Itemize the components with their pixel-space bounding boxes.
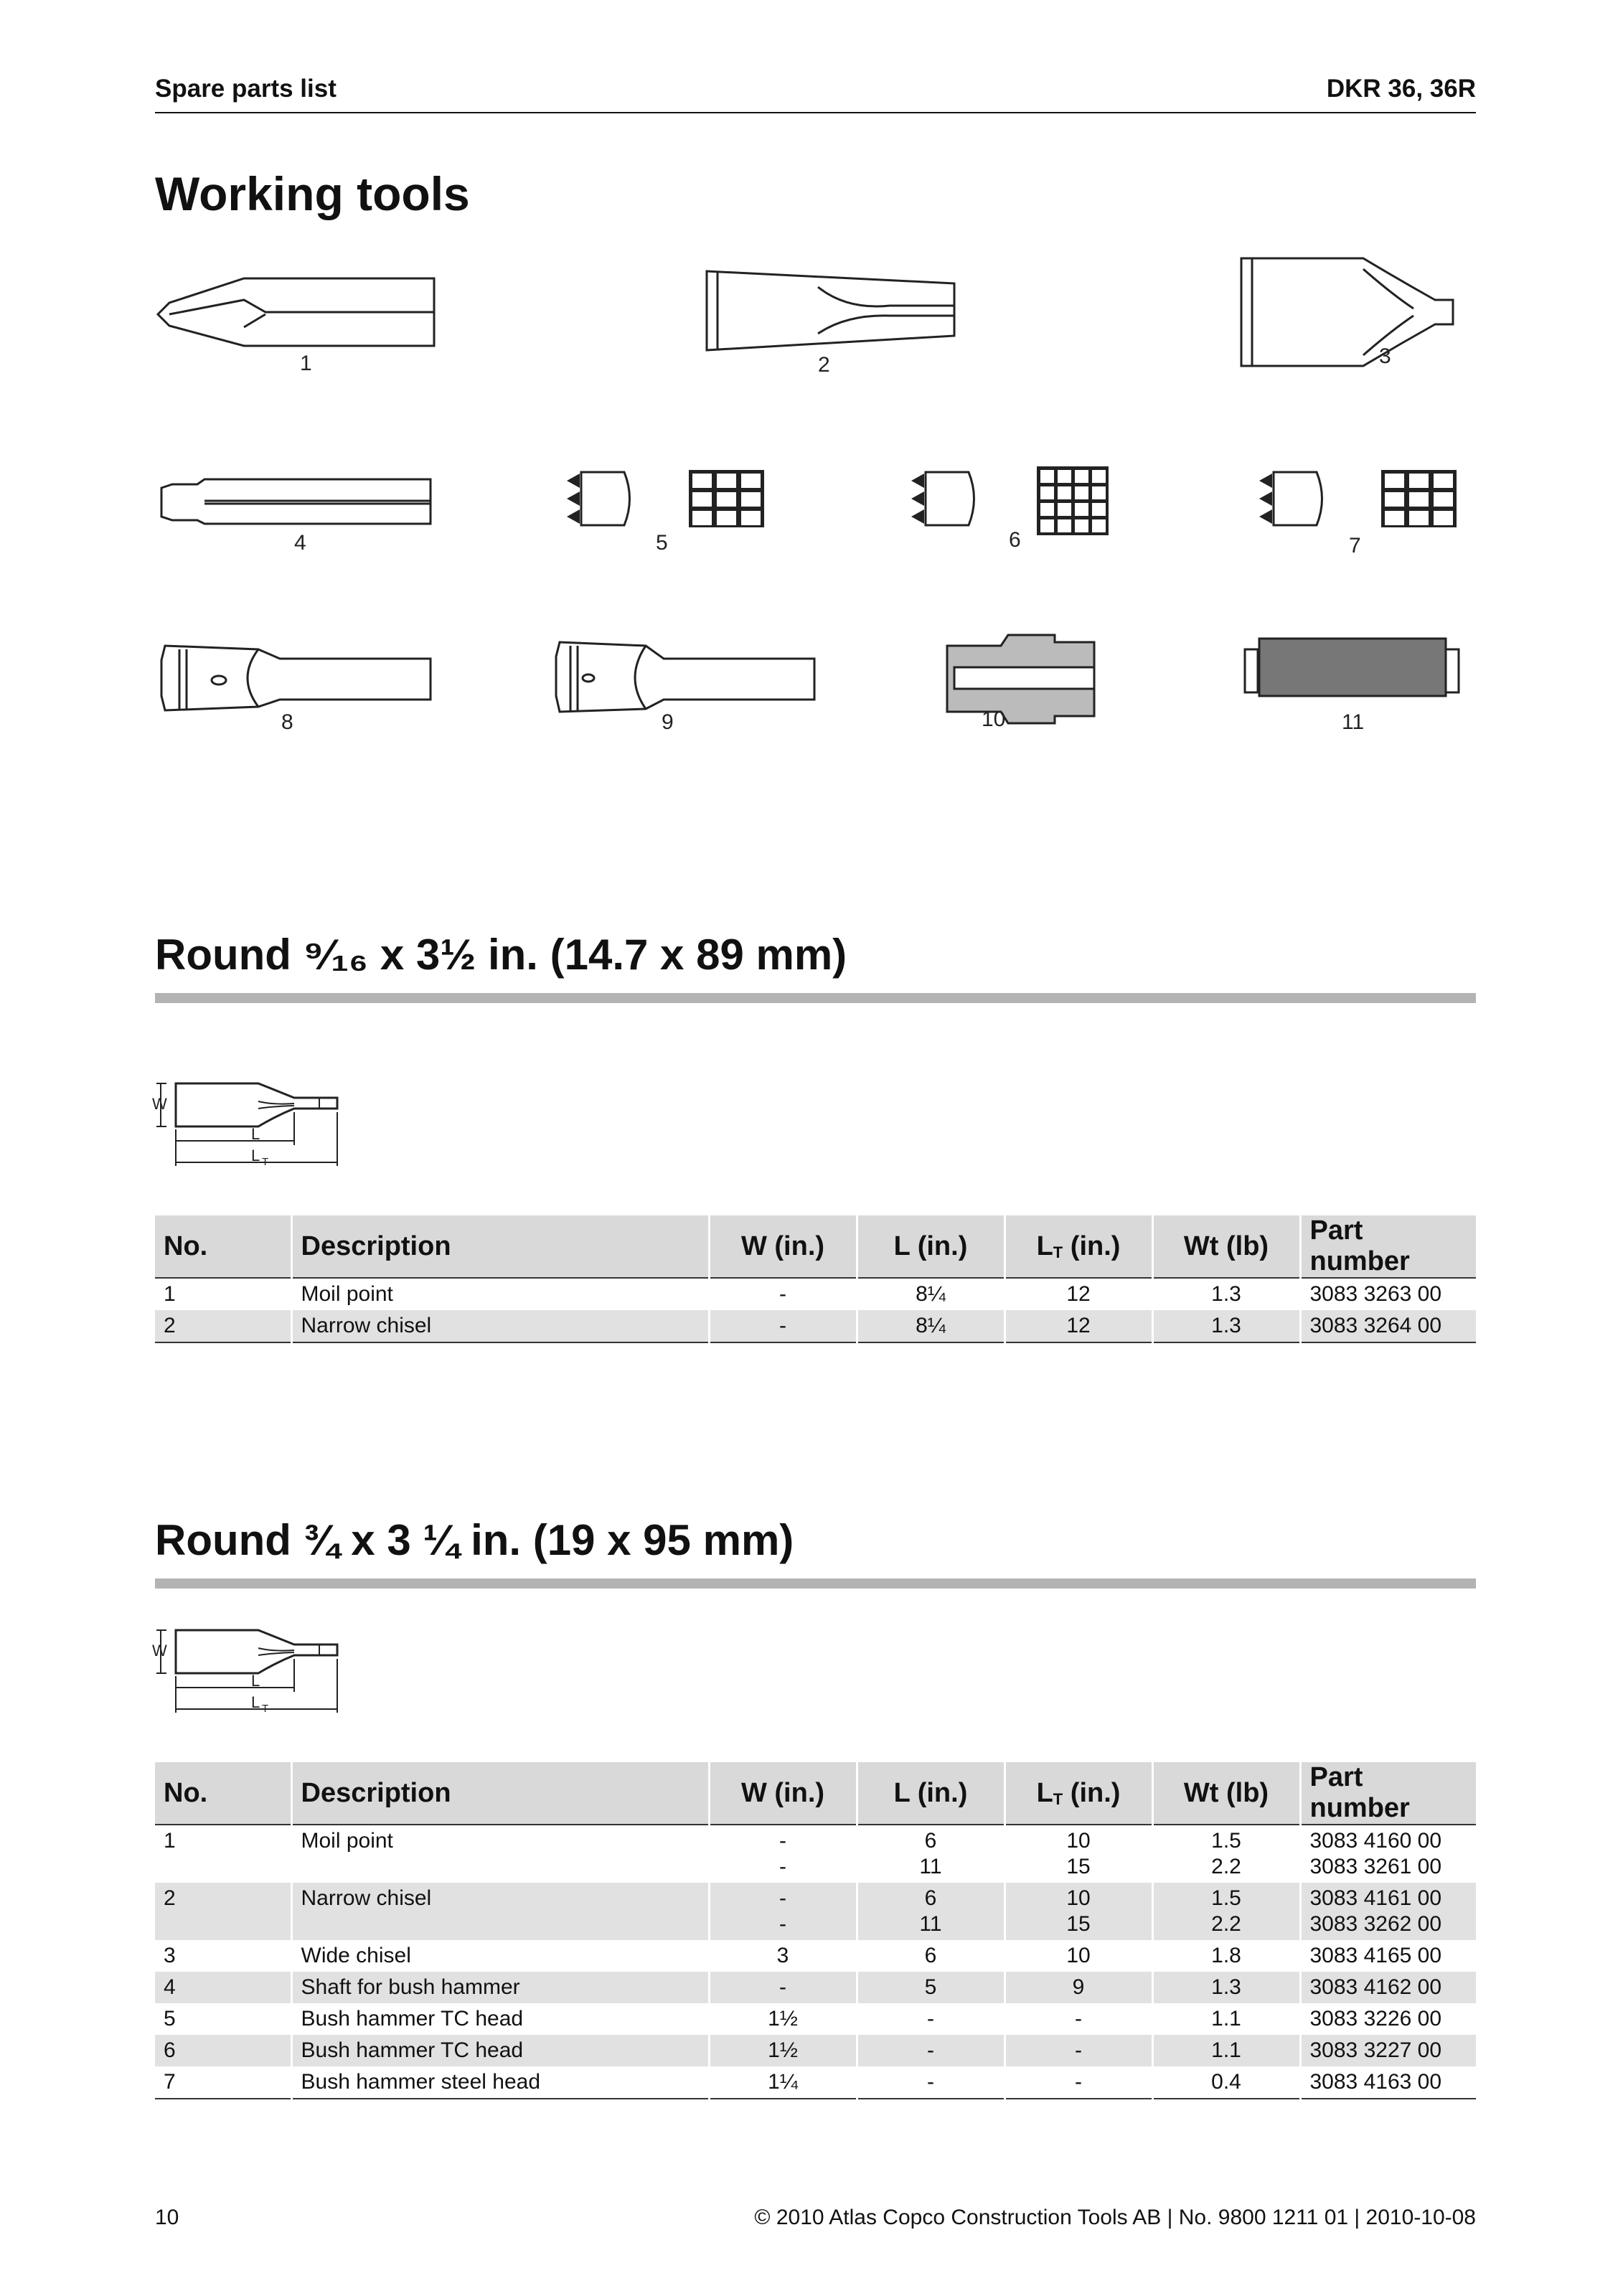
cell-w: - (709, 1972, 857, 2003)
cell-w: 3 (709, 1940, 857, 1972)
figure-number: 4 (294, 531, 306, 555)
cell-w: 1½ (709, 2003, 857, 2035)
table-row (155, 1310, 1476, 1342)
column-header-no: No. (155, 1215, 291, 1278)
page-title: Working tools (155, 167, 470, 220)
diagram-label-lt: L (251, 1147, 260, 1165)
cell-w: 1½ (709, 2035, 857, 2066)
cell-description: Moil point (291, 1278, 709, 1310)
cell-part-number: 3083 4161 00 3083 3262 00 (1300, 1883, 1476, 1940)
table-row (155, 1940, 1476, 1972)
cell-lt: 9 (1005, 1972, 1152, 2003)
table-header-row (155, 1762, 1476, 1825)
section-rule (155, 993, 1476, 1003)
figure-number: 11 (1342, 710, 1365, 734)
parts-table (155, 1762, 1476, 2099)
cell-description: Narrow chisel (291, 1883, 709, 1940)
tool-9-drawing (556, 642, 814, 712)
tool-10-adapter-drawing (947, 635, 1094, 723)
cell-l: - (857, 2066, 1005, 2099)
diagram-label-l: L (251, 1672, 260, 1690)
table-row (155, 2066, 1476, 2099)
cell-no: 2 (155, 1883, 291, 1940)
figure-number: 5 (656, 531, 668, 555)
cell-lt: 12 (1005, 1310, 1152, 1342)
diagram-label-lt-sub: T (262, 1703, 269, 1715)
dimension-diagram (151, 1069, 380, 1177)
cell-description: Bush hammer steel head (291, 2066, 709, 2099)
page-number: 10 (155, 2206, 179, 2229)
header-rule (155, 112, 1476, 113)
cell-lt: 10 15 (1005, 1825, 1152, 1883)
cell-wt: 1.8 (1152, 1940, 1300, 1972)
cell-wt: 1.5 2.2 (1152, 1883, 1300, 1940)
tool-8-drawing (161, 646, 431, 710)
tool-6-bush-hammer-drawing (911, 466, 1109, 535)
cell-l: - (857, 2035, 1005, 2066)
header-doc-type: Spare parts list (155, 75, 337, 103)
figure-number: 2 (818, 353, 830, 377)
column-header-w: W (in.) (709, 1762, 857, 1825)
diagram-label-w: W (152, 1095, 167, 1113)
figure-number: 1 (300, 352, 312, 375)
tool-5-bush-hammer-drawing (567, 470, 764, 527)
cell-description: Narrow chisel (291, 1310, 709, 1342)
cell-lt: 10 (1005, 1940, 1152, 1972)
footer-copyright: © 2010 Atlas Copco Construction Tools AB | No. 9800 1211 01 | 2010-10-08 (754, 2206, 1476, 2229)
cell-wt: 1.3 (1152, 1310, 1300, 1342)
cell-no: 6 (155, 2035, 291, 2066)
tool-3-wide-chisel-drawing (1241, 258, 1453, 366)
cell-wt: 0.4 (1152, 2066, 1300, 2099)
table-row (155, 1278, 1476, 1310)
column-header-l: L (in.) (857, 1762, 1005, 1825)
column-header-description: Description (291, 1762, 709, 1825)
cell-part-number: 3083 3264 00 (1300, 1310, 1476, 1342)
dimension-diagram (151, 1616, 380, 1723)
column-header-no: No. (155, 1762, 291, 1825)
column-header-lt: LT (in.) (1005, 1215, 1152, 1278)
table-row (155, 2003, 1476, 2035)
diagram-label-w: W (152, 1642, 167, 1660)
table-row (155, 1972, 1476, 2003)
cell-part-number: 3083 4165 00 (1300, 1940, 1476, 1972)
cell-wt: 1.3 (1152, 1972, 1300, 2003)
cell-wt: 1.5 2.2 (1152, 1825, 1300, 1883)
column-header-part-number: Part number (1300, 1762, 1476, 1825)
tool-11-drawing (1245, 639, 1459, 696)
tool-7-bush-hammer-drawing (1259, 470, 1457, 527)
column-header-description: Description (291, 1215, 709, 1278)
column-header-lt: LT (in.) (1005, 1762, 1152, 1825)
table-row (155, 1883, 1476, 1940)
tool-4-shaft-drawing (161, 479, 431, 524)
column-header-part-number: Part number (1300, 1215, 1476, 1278)
figure-number: 8 (281, 710, 293, 734)
tool-2-narrow-chisel-drawing (707, 271, 954, 350)
cell-lt: 10 15 (1005, 1883, 1152, 1940)
cell-part-number: 3083 4160 00 3083 3261 00 (1300, 1825, 1476, 1883)
cell-w: - (709, 1278, 857, 1310)
cell-no: 1 (164, 1282, 176, 1306)
cell-lt: - (1005, 2066, 1152, 2099)
working-tools-illustration (0, 244, 1623, 761)
parts-table (155, 1215, 1476, 1343)
column-header-wt: Wt (lb) (1152, 1762, 1300, 1825)
cell-description: Bush hammer TC head (291, 2035, 709, 2066)
diagram-label-lt-sub: T (262, 1156, 269, 1168)
cell-no: 3 (164, 1944, 176, 1967)
diagram-label-l: L (251, 1125, 260, 1143)
cell-lt: - (1005, 2035, 1152, 2066)
cell-lt: - (1005, 2003, 1152, 2035)
section-title: Round ¾ x 3 ¼ in. (19 x 95 mm) (155, 1516, 794, 1564)
cell-w: - - (709, 1883, 857, 1940)
cell-l: 6 11 (857, 1825, 1005, 1883)
figure-number: 3 (1379, 344, 1391, 368)
cell-description: Moil point (291, 1825, 709, 1883)
section-title: Round ⁹⁄₁₆ x 3½ in. (14.7 x 89 mm) (155, 931, 847, 979)
figure-number: 9 (662, 710, 674, 734)
cell-l: - (857, 2003, 1005, 2035)
table-header-row (155, 1215, 1476, 1278)
cell-no: 7 (155, 2066, 291, 2099)
cell-part-number: 3083 4163 00 (1300, 2066, 1476, 2099)
cell-wt: 1.1 (1152, 2003, 1300, 2035)
column-header-wt: Wt (lb) (1152, 1215, 1300, 1278)
section-rule (155, 1578, 1476, 1589)
cell-w: 1¼ (709, 2066, 857, 2099)
cell-w: - - (709, 1825, 857, 1883)
cell-part-number: 3083 3226 00 (1300, 2003, 1476, 2035)
header-model: DKR 36, 36R (1326, 75, 1476, 103)
cell-l: 8¼ (857, 1310, 1005, 1342)
cell-l: 8¼ (857, 1278, 1005, 1310)
diagram-label-lt: L (251, 1693, 260, 1711)
cell-description: Wide chisel (291, 1940, 709, 1972)
cell-l: 6 11 (857, 1883, 1005, 1940)
cell-wt: 1.1 (1152, 2035, 1300, 2066)
cell-lt: 12 (1005, 1278, 1152, 1310)
cell-w: - (709, 1310, 857, 1342)
cell-no: 2 (155, 1310, 291, 1342)
cell-part-number: 3083 3263 00 (1300, 1278, 1476, 1310)
figure-number: 7 (1349, 534, 1361, 557)
column-header-w: W (in.) (709, 1215, 857, 1278)
column-header-l: L (in.) (857, 1215, 1005, 1278)
cell-no: 1 (164, 1829, 176, 1853)
cell-part-number: 3083 4162 00 (1300, 1972, 1476, 2003)
figure-number: 10 (982, 707, 1006, 731)
cell-no: 4 (155, 1972, 291, 2003)
cell-l: 6 (857, 1940, 1005, 1972)
cell-part-number: 3083 3227 00 (1300, 2035, 1476, 2066)
cell-description: Bush hammer TC head (291, 2003, 709, 2035)
cell-l: 5 (857, 1972, 1005, 2003)
cell-no: 5 (164, 2007, 176, 2031)
figure-number: 6 (1009, 528, 1021, 552)
cell-description: Shaft for bush hammer (291, 1972, 709, 2003)
cell-wt: 1.3 (1152, 1278, 1300, 1310)
table-row (155, 2035, 1476, 2066)
table-row (155, 1825, 1476, 1883)
tool-1-moil-point-drawing (158, 278, 434, 346)
